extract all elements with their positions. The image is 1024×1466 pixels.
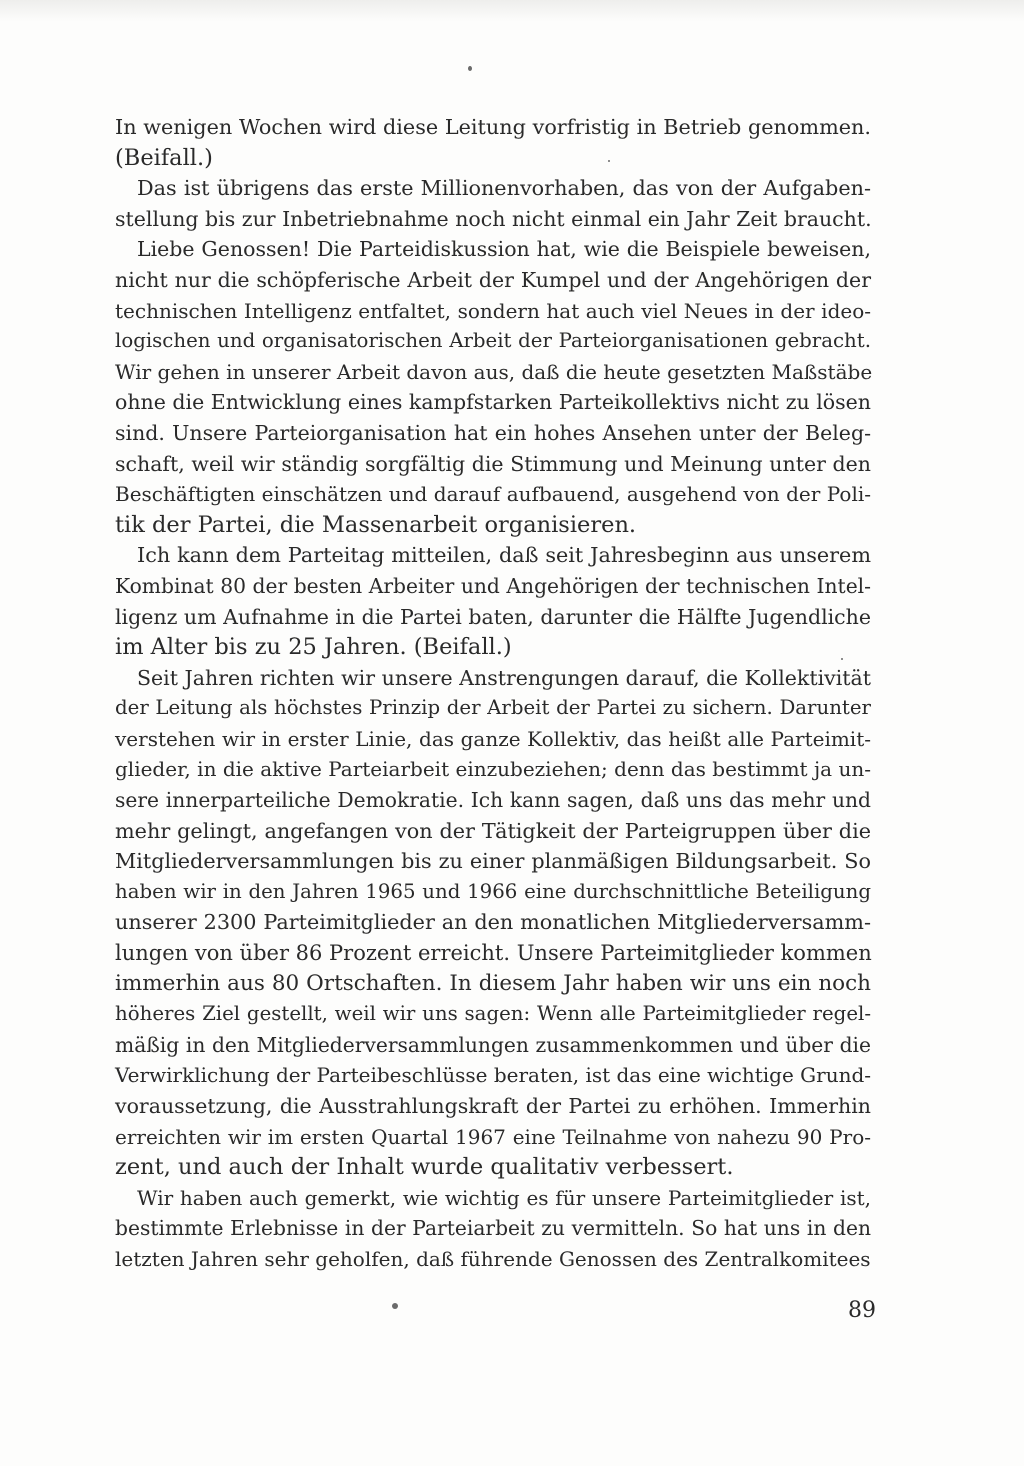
text-line: immerhin aus 80 Ortschaften. In diesem Jahr haben wir uns ein noch	[115, 970, 871, 996]
text-line: Beschäftigten einschätzen und darauf aufbauend, ausgehend von der Poli-	[115, 482, 871, 507]
page-number: 89	[848, 1298, 876, 1323]
text-line: höheres Ziel gestellt, weil wir uns sagen: Wenn alle Parteimitglieder regel-	[115, 1002, 871, 1026]
text-line: bestimmte Erlebnisse in der Parteiarbeit zu vermitteln. So hat uns in den	[115, 1216, 871, 1241]
text-line: schaft, weil wir ständig sorgfältig die Stimmung und Meinung unter den	[115, 451, 871, 476]
paragraph	[115, 234, 871, 540]
paragraph	[115, 1183, 871, 1275]
text-line: sere innerparteiliche Demokratie. Ich kann sagen, daß uns das mehr und	[115, 788, 871, 813]
text-line: nicht nur die schöpferische Arbeit der Kumpel und der Angehörigen der	[115, 267, 871, 292]
paragraph	[115, 173, 871, 234]
text-line: haben wir in den Jahren 1965 und 1966 eine durchschnittliche Beteiligung	[115, 879, 871, 903]
text-line: zent, und auch der Inhalt wurde qualitativ verbessert.	[115, 1154, 734, 1181]
text-line: Wir gehen in unserer Arbeit davon aus, daß die heute gesetzten Maßstäbe	[115, 359, 873, 384]
text-line: verstehen wir in erster Linie, das ganze Kollektiv, das heißt alle Parteimit-	[115, 726, 871, 751]
text-line: technischen Intelligenz entfaltet, sondern hat auch viel Neues in der ideo-	[115, 298, 871, 323]
text-line: Seit Jahren richten wir unsere Anstrengungen darauf, die Kollektivität	[137, 665, 871, 690]
text-line: der Leitung als höchstes Prinzip der Arbeit der Partei zu sichern. Darunter	[115, 696, 871, 720]
text-line: unserer 2300 Parteimitglieder an den monatlichen Mitgliederversamm-	[115, 910, 871, 935]
text-line: mehr gelingt, angefangen von der Tätigkeit der Parteigruppen über die	[115, 818, 871, 843]
paragraph	[115, 540, 871, 662]
scan-speck	[468, 66, 472, 71]
text-line: Kombinat 80 der besten Arbeiter und Angehörigen der technischen Intel-	[115, 573, 871, 598]
text-line: Liebe Genossen! Die Parteidiskussion hat, wie die Beispiele beweisen,	[137, 237, 871, 262]
text-line: ohne die Entwicklung eines kampfstarken Parteikollektivs nicht zu lösen	[115, 390, 871, 415]
text-line: logischen und organisatorischen Arbeit der Parteiorganisationen gebracht.	[115, 329, 871, 353]
text-line: letzten Jahren sehr geholfen, daß führende Genossen des Zentralkomitees	[115, 1246, 871, 1271]
text-line: glieder, in die aktive Parteiarbeit einzubeziehen; denn das bestimmt ja un-	[115, 757, 871, 782]
scan-edge-shadow	[0, 0, 1024, 22]
text-line: Mitgliederversammlungen bis zu einer planmäßigen Bildungsarbeit. So	[115, 849, 871, 874]
scan-speck	[392, 1303, 398, 1309]
paragraph	[115, 663, 871, 1183]
text-line: sind. Unsere Parteiorganisation hat ein hohes Ansehen unter der Beleg-	[115, 420, 871, 445]
text-line: Das ist übrigens das erste Millionenvorhaben, das von der Aufgaben-	[137, 176, 871, 201]
text-line: Wir haben auch gemerkt, wie wichtig es für unsere Parteimitglieder ist,	[137, 1185, 871, 1210]
paragraph	[115, 112, 871, 173]
text-line: erreichten wir im ersten Quartal 1967 eine Teilnahme von nahezu 90 Pro-	[115, 1124, 871, 1149]
body-text	[115, 112, 871, 1275]
text-line: ligenz um Aufnahme in die Partei baten, darunter die Hälfte Jugendliche	[115, 604, 871, 629]
scan-speck	[608, 160, 610, 162]
scan-speck	[841, 658, 843, 660]
text-line: lungen von über 86 Prozent erreicht. Unsere Parteimitglieder kommen	[115, 941, 872, 966]
text-line: stellung bis zur Inbetriebnahme noch nicht einmal ein Jahr Zeit braucht.	[115, 206, 872, 231]
text-line: tik der Partei, die Massenarbeit organisieren.	[115, 511, 637, 538]
text-line: voraussetzung, die Ausstrahlungskraft der Partei zu erhöhen. Immerhin	[115, 1094, 871, 1118]
text-line: mäßig in den Mitgliederversammlungen zusammenkommen und über die	[115, 1032, 871, 1057]
text-line: Ich kann dem Parteitag mitteilen, daß seit Jahresbeginn aus unserem	[137, 543, 871, 568]
text-line: (Beifall.)	[115, 144, 213, 171]
text-line: In wenigen Wochen wird diese Leitung vorfristig in Betrieb genommen.	[115, 115, 871, 139]
text-line: Verwirklichung der Parteibeschlüsse beraten, ist das eine wichtige Grund-	[115, 1063, 872, 1088]
text-line: im Alter bis zu 25 Jahren. (Beifall.)	[115, 634, 512, 661]
